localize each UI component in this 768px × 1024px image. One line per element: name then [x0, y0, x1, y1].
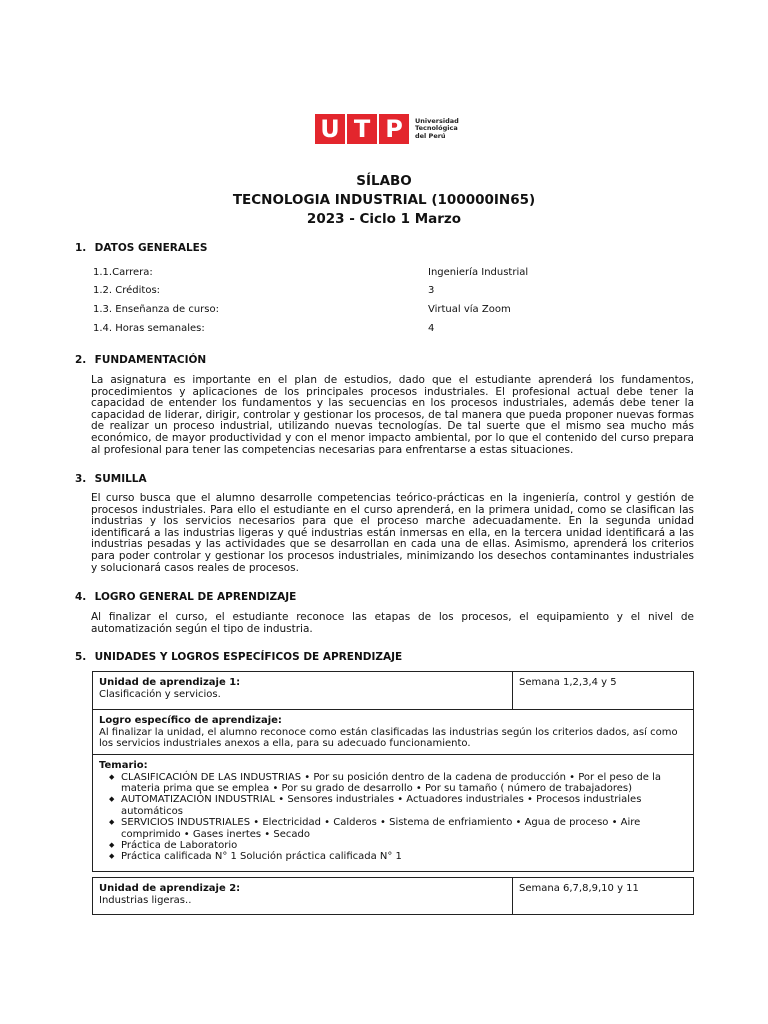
unit-2-heading: Unidad de aprendizaje 2: [99, 883, 241, 894]
unit-1-heading: Unidad de aprendizaje 1: [99, 677, 241, 688]
unit-2-weeks-cell [513, 878, 693, 914]
document-title: SÍLABO [356, 173, 412, 189]
cycle-title: 2023 - Ciclo 1 Marzo [306, 211, 462, 227]
unit-1-temario-cell [93, 755, 693, 871]
unit-1-temario-list [99, 772, 687, 863]
fundamentacion-paragraph: La asignatura es importante en el plan de estudios, dado que el estudiante aprenderá los fundamentos, procedimientos y aplicaciones de los principales procesos industriales. El profesional actual debe tener la capacidad de entender los fundamentos y las secuencias en los procesos industriales, además debe tener la capacidad de liderar, dirigir, controlar y gestionar los procesos, de tal manera que pueda proponer nuevas formas de realizar un proceso industrial, utilizando nuevas tecnologías. De tal suerte que el mismo sea mucho más económico, de mayor productividad y con el menor impacto ambiental, por lo que el contenido del curso prepara al profesional para tener las competencias necesarias para enfrentarse a estas situaciones. [91, 374, 694, 456]
section-heading-unidades [75, 651, 402, 663]
utp-logo [315, 114, 459, 144]
unit-1-table [92, 671, 694, 872]
section-heading-sumilla [75, 473, 147, 485]
section-title: LOGRO GENERAL DE APRENDIZAJE [94, 591, 297, 603]
logo-line-2: Tecnológica [415, 124, 458, 133]
data-value-carrera: Ingeniería Industrial [428, 267, 529, 278]
section-number: 3. [75, 473, 87, 485]
unit-2-table [92, 877, 694, 915]
unit-2-name: Industrias ligeras.. [99, 894, 192, 906]
logo-letter-u: U [315, 114, 345, 144]
section-title: UNIDADES Y LOGROS ESPECÍFICOS DE APRENDIZAJE [94, 651, 403, 663]
section-heading-logro-general [75, 591, 296, 603]
section-number: 2. [75, 354, 87, 366]
logro-general-paragraph: Al finalizar el curso, el estudiante reconoce las etapas de los procesos, el equipamiento y el nivel de automatización según el tipo de industria. [91, 611, 694, 635]
unit-1-weeks-cell [513, 672, 693, 710]
section-title: SUMILLA [94, 473, 147, 485]
section-title: DATOS GENERALES [94, 242, 208, 254]
logo-letter-t: T [347, 114, 377, 144]
unit-2-title-cell [93, 878, 513, 914]
section-title: FUNDAMENTACIÓN [94, 354, 207, 366]
data-label-ensenanza: 1.3. Enseñanza de curso: [93, 304, 219, 315]
temario-item: ◆ CLASIFICACIÓN DE LAS INDUSTRIAS • Por su posición dentro de la cadena de producción • Por el peso de la materia prima que se emplea • Por su grado de desarrollo • Por su tamaño ( número de trabajadores) [111, 772, 687, 795]
temario-item: ◆ SERVICIOS INDUSTRIALES • Electricidad • Calderos • Sistema de enfriamiento • Agua de proceso • Aire comprimido • Gases inertes • Secado [111, 817, 687, 840]
data-value-horas: 4 [428, 323, 435, 334]
unit-1-logro-heading: Logro específico de aprendizaje: [99, 715, 282, 726]
unit-1-temario-heading: Temario: [99, 760, 148, 771]
document-header [0, 172, 768, 229]
logo-line-3: del Perú [415, 131, 446, 140]
unit-1-weeks: Semana 1,2,3,4 y 5 [519, 677, 617, 688]
section-number: 5. [75, 651, 87, 663]
sumilla-paragraph: El curso busca que el alumno desarrolle competencias teórico-prácticas en la ingeniería, control y gestión de procesos industriales. Para ello el estudiante en el curso aprenderá, en la primera unidad, como se clasifican las industrias y los servicios necesarios para que el proceso marche adecuadamente. En la segunda unidad identificará a las industrias ligeras y qué industrias están inmersas en ella, en la tercera unidad identificará a las industrias pesadas y las actividades que se desarrollan en cada una de ellas. Asimismo, aprenderá los criterios para poder controlar y gestionar los procesos industriales, minimizando los desechos contaminantes industriales y solucionará casos reales de procesos. [91, 492, 694, 574]
course-title: TECNOLOGIA INDUSTRIAL (100000IN65) [232, 192, 536, 208]
section-heading-datos-generales [75, 242, 207, 254]
temario-item: ◆ Práctica de Laboratorio [111, 840, 687, 851]
unit-1-logro-cell [93, 710, 693, 755]
section-heading-fundamentacion [75, 354, 206, 366]
temario-item: ◆ AUTOMATIZACIÓN INDUSTRIAL • Sensores industriales • Actuadores industriales • Procesos industriales automáticos [111, 794, 687, 817]
section-number: 1. [75, 242, 87, 254]
unit-1-name: Clasificación y servicios. [99, 688, 221, 700]
logo-letter-p: P [379, 114, 409, 144]
data-label-carrera: 1.1.Carrera: [93, 267, 153, 278]
data-value-ensenanza: Virtual vía Zoom [428, 304, 511, 315]
data-label-creditos: 1.2. Créditos: [93, 285, 161, 296]
logo-line-1: Universidad [415, 116, 459, 125]
data-label-horas: 1.4. Horas semanales: [93, 323, 205, 334]
logo-university-name [415, 118, 459, 141]
unit-2-weeks: Semana 6,7,8,9,10 y 11 [519, 883, 639, 894]
temario-item: ◆ Práctica calificada N° 1 Solución práctica calificada N° 1 [111, 851, 687, 862]
unit-1-title-cell [93, 672, 513, 710]
unit-1-logro-text: Al finalizar la unidad, el alumno reconoce como están clasificadas las industrias según los criterios dados, así como los servicios industriales anexos a ella, para su adecuado funcionamiento. [99, 726, 678, 749]
section-number: 4. [75, 591, 87, 603]
data-value-creditos: 3 [428, 285, 435, 296]
